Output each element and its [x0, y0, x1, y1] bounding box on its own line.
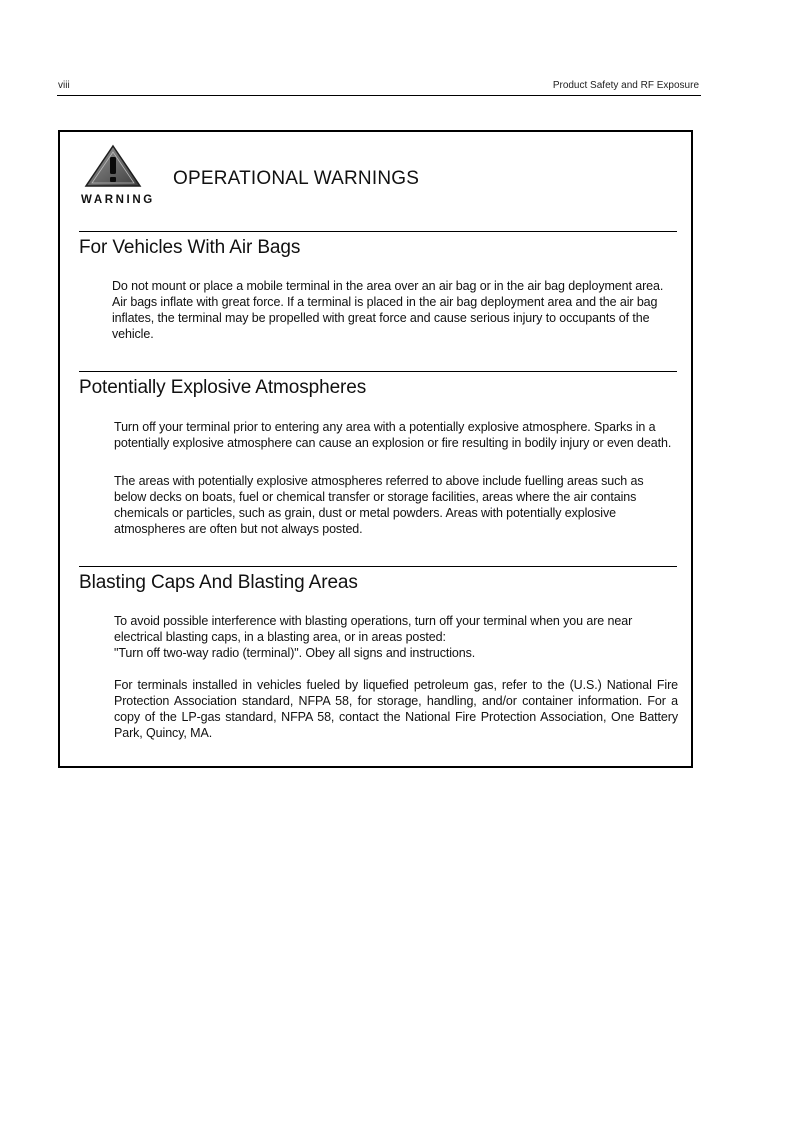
warning-label: WARNING: [81, 194, 155, 206]
operational-warnings-box: [58, 130, 693, 768]
section-blasting-areas: [79, 566, 678, 740]
warning-triangle-icon: [84, 144, 142, 188]
section-paragraph: Do not mount or place a mobile terminal in the area over an air bag or in the air bag deployment area. Air bags inflate with great force. If a terminal is placed in the air bag deployment area and the air bag inflates, the terminal may be propelled with great force and cause serious injury to occupants of the vehicle.: [112, 279, 664, 341]
page-number: viii: [58, 80, 70, 91]
section-divider: [79, 371, 677, 372]
section-divider: [79, 566, 677, 567]
section-heading: Potentially Explosive Atmospheres: [79, 377, 367, 398]
section-air-bags: [79, 231, 677, 341]
box-title: OPERATIONAL WARNINGS: [173, 168, 420, 189]
blasting-notice: [114, 613, 680, 661]
section-explosive-atmospheres: [79, 371, 677, 536]
section-heading: Blasting Caps And Blasting Areas: [79, 572, 358, 593]
section-heading: For Vehicles With Air Bags: [79, 237, 301, 258]
section-paragraph: To avoid possible interference with blasting operations, turn off your terminal when you are near electrical blasting caps, in a blasting area, or in areas posted:: [114, 614, 633, 644]
section-divider: [79, 231, 677, 232]
section-paragraph: The areas with potentially explosive atmospheres referred to above include fuelling areas such as below decks on boats, fuel or chemical transfer or storage facilities, areas where the air contains chemicals or particles, such as grain, dust or metal powders. Areas with potentially explosive atmospheres are often but not always posted.: [114, 474, 644, 536]
posted-sign-text: "Turn off two-way radio (terminal)". Obey all signs and instructions.: [114, 646, 476, 660]
section-paragraph: Turn off your terminal prior to entering any area with a potentially explosive atmosphere. Sparks in a potentially explosive atmosphere can cause an explosion or fire resulting in bodily injury or even death.: [114, 420, 672, 450]
header-divider: [57, 95, 701, 96]
section-paragraph: For terminals installed in vehicles fueled by liquefied petroleum gas, refer to the (U.S.) National Fire Protection Association standard, NFPA 58, for storage, handling, and/or container information. For a copy of the LP-gas standard, NFPA 58, contact the National Fire Protection Association, One Battery Park, Quincy, MA.: [114, 678, 678, 740]
running-header-title: Product Safety and RF Exposure: [552, 80, 699, 91]
